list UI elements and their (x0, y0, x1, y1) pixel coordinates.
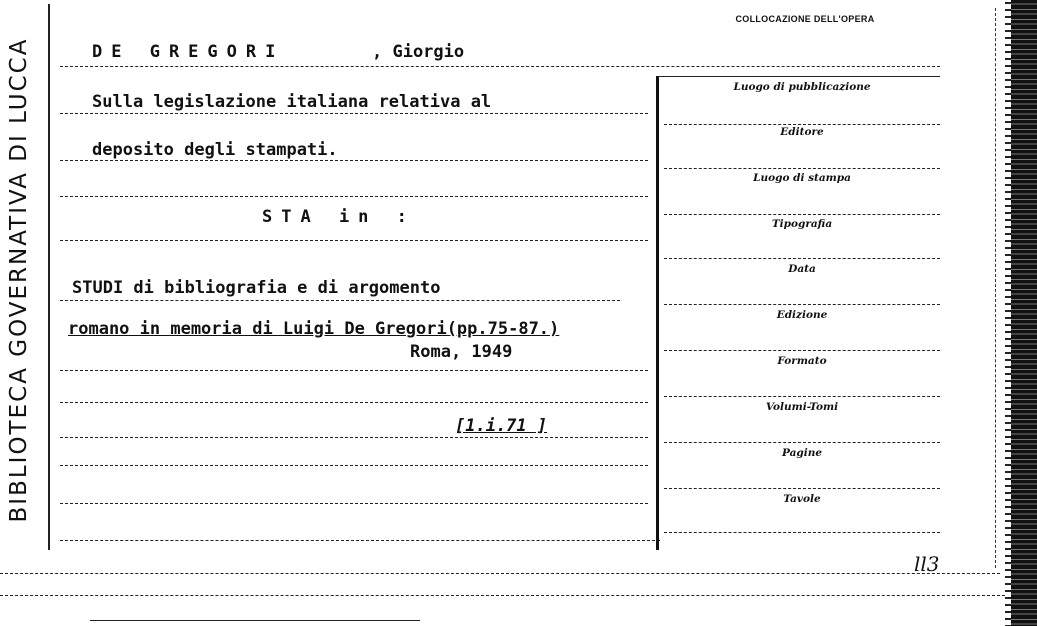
field-separator (664, 396, 940, 397)
field-separator (664, 258, 940, 259)
ruled-line (60, 66, 940, 67)
source-title-line: STUDI di bibliografia e di argomento (72, 278, 441, 298)
collocation-header: COLLOCAZIONE DELL'OPERA (735, 14, 875, 24)
field-label-place-of-printing: Luogo di stampa (753, 172, 851, 184)
field-separator (664, 488, 940, 489)
field-label-pages: Pagine (781, 447, 823, 459)
shelfmark: [1.i.71 ] (455, 416, 548, 436)
binding-strip (1011, 0, 1037, 626)
field-label-place-of-publication: Luogo di pubblicazione (733, 81, 871, 93)
right-margin-line (995, 8, 996, 568)
source-place-year: Roma, 1949 (410, 342, 513, 362)
title-line: Sulla legislazione italiana relativa al (92, 92, 492, 112)
field-separator (664, 532, 940, 533)
field-label-plates: Tavole (783, 493, 821, 505)
field-label-format: Formato (777, 355, 827, 367)
author-surname: DE GREGORI (92, 42, 285, 62)
card-number-handwritten: ll3 (914, 552, 940, 576)
left-margin-line (48, 4, 50, 550)
ruled-line (60, 465, 648, 466)
collocation-box-border (656, 76, 659, 550)
ruled-line (60, 503, 648, 504)
field-label-publisher: Editore (780, 126, 824, 138)
field-label-date: Data (788, 263, 816, 275)
ruled-line (0, 573, 1000, 574)
title-line: deposito degli stampati. (92, 140, 338, 160)
ruled-line (60, 160, 648, 161)
field-separator (664, 214, 940, 215)
library-name-vertical: BIBLIOTECA GOVERNATIVA DI LUCCA (6, 37, 32, 523)
sta-in-label: STA in : (262, 207, 416, 227)
ruled-line (0, 595, 1005, 596)
field-separator (658, 76, 940, 77)
ruled-line (60, 300, 620, 301)
field-separator (664, 304, 940, 305)
field-label-volumes: Volumi-Tomi (765, 401, 839, 413)
source-title-line: romano in memoria di Luigi De Gregori(pp.75-87.) (68, 319, 560, 339)
ruled-line (60, 540, 660, 541)
ruled-line (60, 113, 648, 114)
field-separator (664, 350, 940, 351)
field-separator (664, 442, 940, 443)
ruled-line (60, 240, 648, 241)
field-label-edition: Edizione (776, 309, 828, 321)
field-label-printer: Tipografia (771, 218, 833, 230)
ruled-line (60, 402, 648, 403)
author-first-name: , Giorgio (372, 42, 465, 62)
ruled-line (60, 437, 648, 438)
field-separator (664, 168, 940, 169)
ruled-line (90, 620, 420, 621)
field-separator (664, 124, 940, 125)
ruled-line (60, 196, 648, 197)
ruled-line (60, 370, 648, 371)
